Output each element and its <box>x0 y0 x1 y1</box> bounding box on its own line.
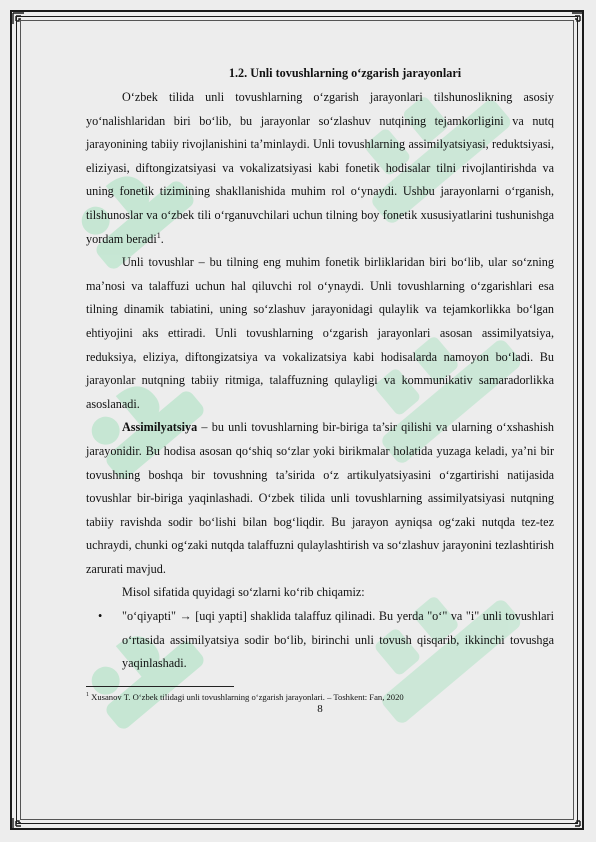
bullet-icon: • <box>98 609 103 624</box>
corner-ornament-icon <box>566 812 584 830</box>
section-heading: 1.2. Unli tovushlarning o‘zgarish jarayonlari <box>228 66 462 80</box>
paragraph-intro-text: O‘zbek tilida unli tovushlarning o‘zgarish jarayonlari tilshunoslikning asosiy yo‘nalishlaridan biri bo‘lib, bu jarayonlar so‘zlashuv nutqining tejamkorligini va nutq jarayonining tabiiy rivojlanishini ta’minlaydi. Unli tovushlarning assimilyatsiyasi, reduktsiyasi, eliziyasi, diftongizatsiyasi va vokalizatsiyasi kabi fonetik hodisalar tilni rivojlantirishda va uning fonetik tizimining shakllanishida muhim rol o‘ynaydi. Ushbu jarayonlarni o‘rganish, tilshunoslar va o‘zbek tili o‘rganuvchilari uchun tilning boy fonetik xususiyatlarini tushunishga yordam beradi <box>86 90 554 246</box>
footnote-number: 1 <box>86 691 89 698</box>
corner-ornament-icon <box>12 812 30 830</box>
footnote-text: Xusanov T. O‘zbek tilidagi unli tovushlarning o‘zgarish jarayonlari. – Toshkent: Fan, 2020 <box>89 691 404 702</box>
document-body <box>86 62 554 715</box>
paragraph-assimilation-text: – bu unli tovushlarning bir-biriga ta’sir qilishi va ularning o‘xshashish jarayonidir. Bu hodisa asosan qo‘shiq so‘zlar yoki birikmalar holatida yuzaga keladi, ya’ni bir tovushning boshqa bir tovushning ta’sirida o‘z artikulyatsiyasini o‘zgartirishi natijasida tovushlar bir-biriga yaqinlashadi. O‘zbek tilida unli tovushlarning assimilyatsiyasi nutqning tabiiy ravishda sodir bo‘lishi bilan bog‘liqdir. Bu jarayon ayniqsa og‘zaki nutqda tez-tez uchraydi, chunki og‘zaki nutqda talaffuzni qulaylashtirish va so‘zlashuv jarayonini tezlashtirish zarurati mavjud. <box>86 420 554 576</box>
footnote-separator <box>86 686 234 687</box>
footnote <box>86 691 554 703</box>
paragraph-assimilation <box>86 416 554 581</box>
list-item-text: "o‘qiyapti" → [uqi yapti] shaklida talaffuz qilinadi. Bu yerda "o‘" va "i" unli tovushlari o‘rtasida assimilyatsiya sodir bo‘lib, birinchi unli tovush qisqarib, ikkinchi tovushga yaqinlashadi. <box>122 609 554 671</box>
paragraph-vowels: Unli tovushlar – bu tilning eng muhim fonetik birliklaridan biri bo‘lib, ular so‘zning ma’nosi va talaffuzi uchun hal qiluvchi rol o‘ynaydi. Unli tovushlarning o‘zgarishlari esa tilning dinamik tabiatini, uning so‘zlashuv jarayonidagi qulaylik va tejamkorlikka bo‘lgan ehtiyojini aks ettiradi. Unli tovushlarning o‘zgarish jarayonlari asosan assimilyatsiya, reduksiya, eliziya, diftongizatsiya va vokalizatsiya kabi hodisalarda namoyon bo‘ladi. Bu jarayonlar nutqning tabiiy ritmiga, talaffuzning qulayligi va kommunikativ samaradorlikka asoslanadi. <box>86 255 554 411</box>
corner-ornament-icon <box>566 12 584 30</box>
page-number: 8 <box>317 702 323 715</box>
footnote-reference[interactable]: 1 <box>156 230 161 240</box>
paragraph-example-intro: Misol sifatida quyidagi so‘zlarni ko‘rib chiqamiz: <box>122 585 365 600</box>
paragraph-intro <box>86 86 554 251</box>
corner-ornament-icon <box>12 12 30 30</box>
list-item <box>86 605 554 676</box>
paragraph-intro-end: . <box>160 231 164 246</box>
term-assimilation: Assimilyatsiya <box>122 420 198 435</box>
